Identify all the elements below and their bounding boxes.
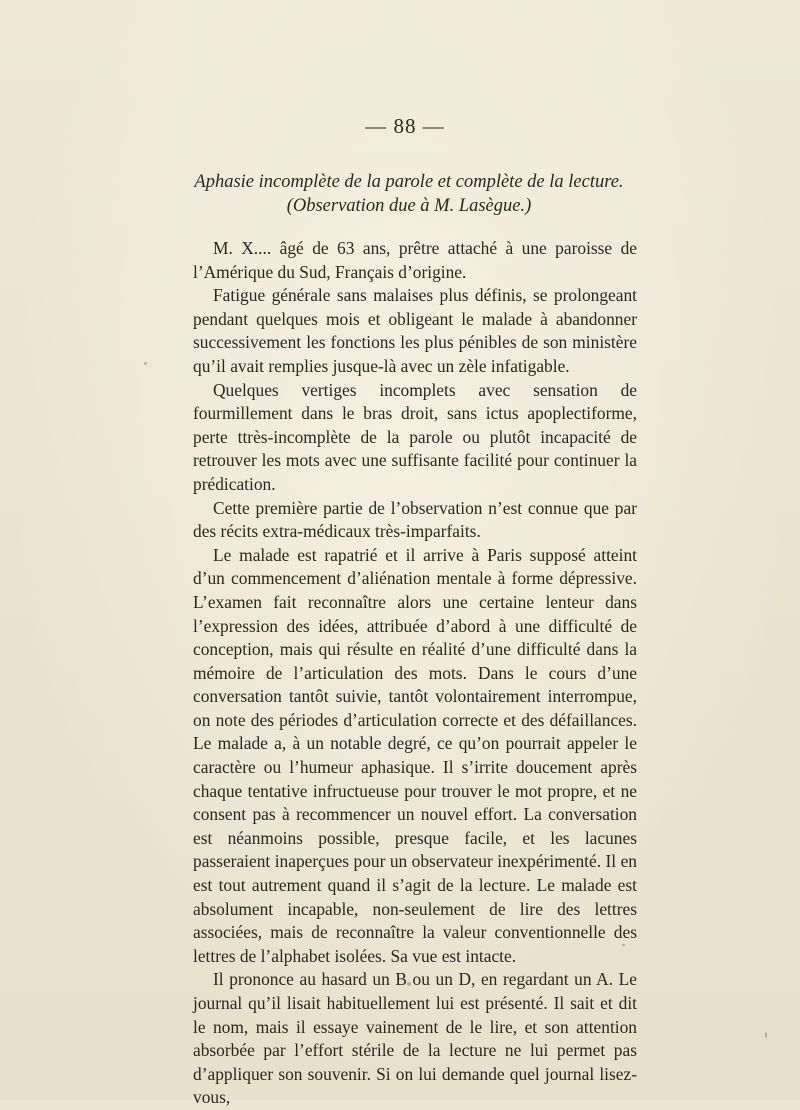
body-text: [193, 237, 637, 1110]
paragraph: M. X.... âgé de 63 ans, prêtre attaché à une paroisse de l’Amérique du Sud, Français d’origine.: [193, 238, 637, 282]
paragraph: Fatigue générale sans malaises plus définis, se prolongeant pendant quelques mois et obligeant le malade à abandonner successivement les fonctions les plus pénibles de son ministère qu’il avait remplies jusque-là avec un zèle infatigable.: [193, 285, 637, 376]
paragraph: Cette première partie de l’observation n’est connue que par des récits extra-médicaux très-imparfaits.: [193, 497, 637, 542]
section-title: Aphasie incomplète de la parole et complète de la lecture. (Observation due à M. Lasègue.): [194, 172, 624, 216]
paragraph: Quelques vertiges incomplets avec sensation de fourmillement dans le bras droit, sans ictus apoplectiforme, perte ttrès-incomplète de la parole ou plutôt incapacité de retrouver les mots avec une suffisante facilité pour continuer la prédication.: [193, 379, 637, 494]
paper-speck: [407, 982, 411, 986]
paragraph: Le malade est rapatrié et il arrive à Paris supposé atteint d’un commencement d’aliénation mentale à forme dépressive. L’examen fait reconnaître alors une certaine lenteur dans l’expression des idées, attribuée d’abord à une difficulté de conception, mais qui résulte en réalité d’une difficulté dans la mémoire de l’articulation des mots. Dans le cours d’une conversation tantôt suivie, tantôt volontairement interrompue, on note des périodes d’articulation correcte et des défaillances. Le malade a, à un notable degré, ce qu’on pourrait appeler le caractère ou l’humeur aphasique. Il s’irrite doucement après chaque tentative infructueuse pour trouver le mot propre, et ne consent pas à recommencer un nouvel effort. La conversation est néanmoins possible, presque facile, et les lacunes passeraient inaperçues pour un observateur inexpérimenté. Il en est tout autrement quand il s’agit de la lecture. Le malade est absolument incapable, non-seulement de lire des lettres associées, mais de reconnaître la valeur conventionnelle des lettres de l’alphabet isolées. Sa vue est intacte.: [193, 544, 637, 966]
paper-speck: [144, 362, 147, 365]
paper-speck: [765, 1032, 767, 1038]
page-number: — 88 —: [365, 114, 445, 138]
paper-speck: [622, 944, 625, 946]
paragraph: Il prononce au hasard un B ou un D, en regardant un A. Le journal qu’il lisait habituellement lui est présenté. Il sait et dit le nom, mais il essaye vainement de le lire, et son attention absorbée par l’effort stérile de la lecture ne lui permet pas d’appliquer son souvenir. Si on lui demande quel journal lisez-vous,: [193, 969, 637, 1108]
